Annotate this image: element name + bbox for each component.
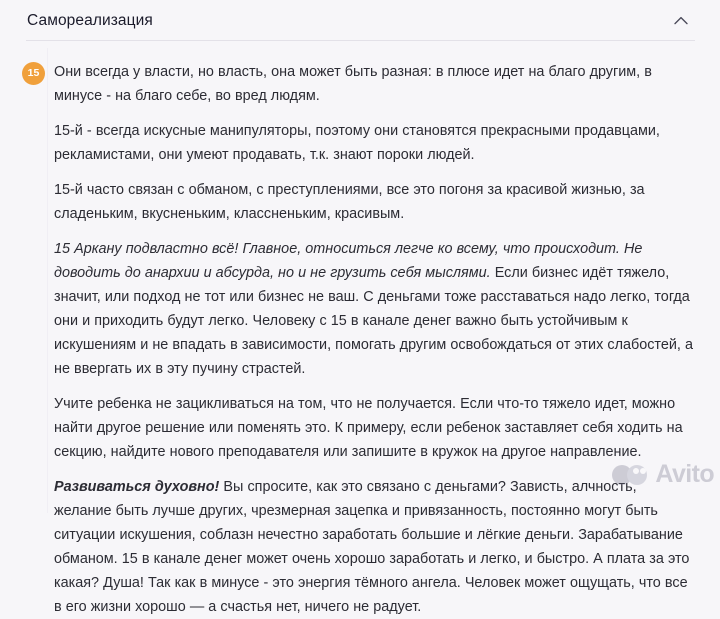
article-text-column (54, 60, 696, 619)
paragraph-6 (54, 475, 696, 619)
paragraph-4 (54, 237, 696, 381)
page-title: Самореализация (27, 11, 153, 29)
paragraph-3: 15-й часто связан с обманом, с преступлениями, все это погоня за красивой жизнью, за сладеньким, вкусненьким, классненьким, красивым. (54, 182, 645, 222)
paragraph-1: Они всегда у власти, но власть, она может быть разная: в плюсе идет на благо другим, в минусе - на благо себе, во вред людям. (54, 64, 652, 104)
paragraph-4-rest: Если бизнес идёт тяжело, значит, или подход не тот или бизнес не ваш. С деньгами тоже расставаться надо легко, тогда они и приходить будут легко. Человеку с 15 в канале денег важно быть устойчивым к искушениям и не впадать в зависимости, помогать другим освобождаться от этих слабостей, а не ввергать их в эту пучину страстей. (54, 265, 693, 377)
arcana-number-badge: 15 (22, 62, 45, 85)
section-body (0, 41, 720, 619)
paragraph-2: 15-й - всегда искусные манипуляторы, поэтому они становятся прекрасными продавцами, рекламистами, они умеют продавать, т.к. знают пороки людей. (54, 123, 660, 163)
paragraph-6-rest: Вы спросите, как это связано с деньгами? Зависть, алчность, желание быть лучше других, чрезмерная зацепка и привязанность, постоянно могут быть ситуации искушения, соблазн нечестно заработать большие и лёгкие деньги. Зарабатывание обманом. 15 в канале денег может очень хорошо заработать и легко, и быстро. А плата за это какая? Душа! Так как в минусе - это энергия тёмного ангела. Человек может ощущать, что все в его жизни хорошо — а счастья нет, ничего не радует. (54, 479, 690, 615)
section-header[interactable] (0, 0, 720, 41)
avito-watermark-text: Avito (655, 460, 714, 488)
paragraph-6-bold-italic-lead: Развиваться духовно! (54, 479, 220, 495)
arcana-intro-row (22, 60, 696, 619)
chevron-up-icon (674, 16, 688, 25)
collapse-toggle-button[interactable] (668, 8, 694, 34)
paragraph-4-italic-lead: 15 Аркану подвластно всё! Главное, относиться легче ко всему, что происходит. Не доводить до анархии и абсурда, но и не грузить себя мыслями. (54, 241, 643, 281)
paragraph-5: Учите ребенка не зацикливаться на том, что не получается. Если что-то тяжело идет, можно найти другое решение или поменять это. К примеру, если ребенок заставляет себя ходить на секцию, найдите нового преподавателя или запишите в кружок на другое направление. (54, 396, 683, 460)
